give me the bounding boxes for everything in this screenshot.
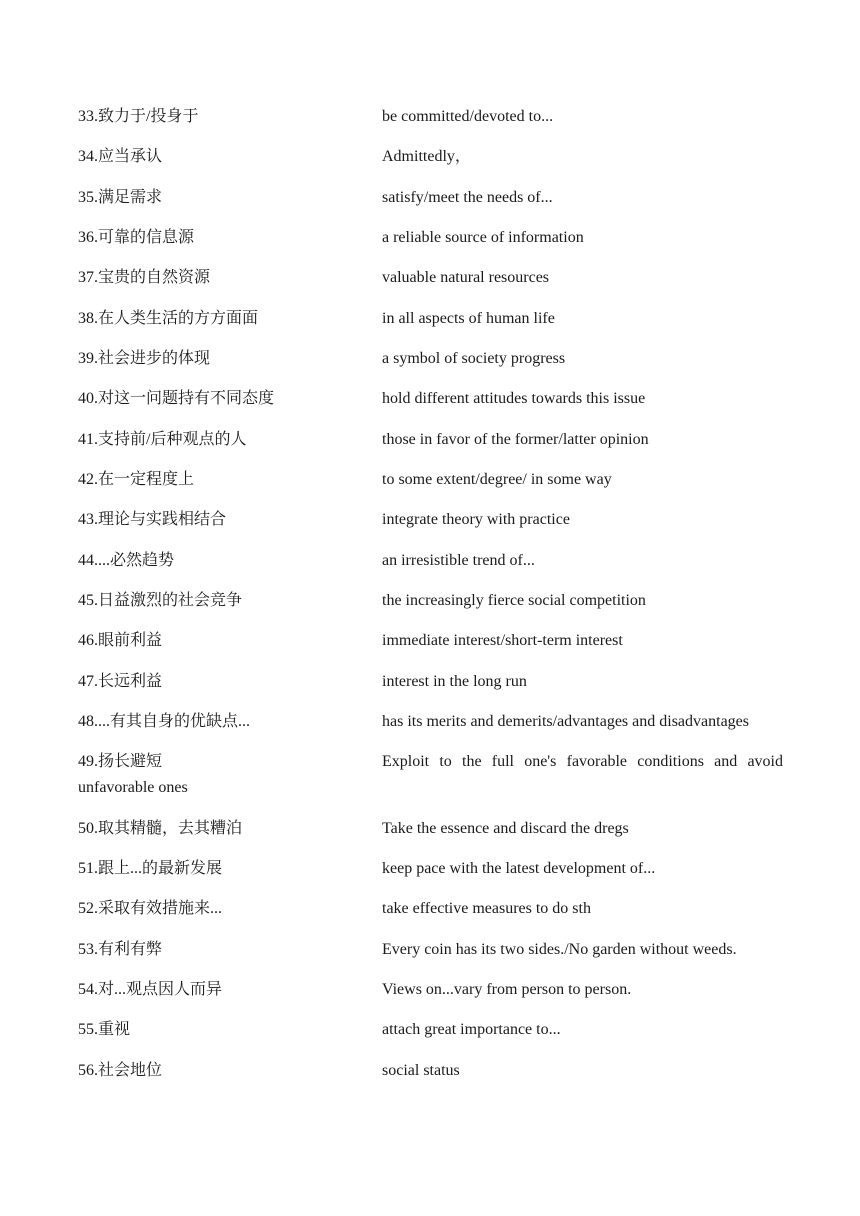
english-translation: the increasingly fierce social competition bbox=[382, 591, 646, 609]
phrase-entry-42 bbox=[78, 469, 783, 509]
english-translation: hold different attitudes towards this issue bbox=[382, 390, 646, 408]
chinese-phrase: 42.在一定程度上 bbox=[78, 470, 195, 488]
chinese-phrase: 55.重视 bbox=[78, 1021, 131, 1039]
english-translation: a symbol of society progress bbox=[382, 349, 566, 367]
chinese-phrase: 44....必然趋势 bbox=[78, 551, 175, 569]
phrase-entry-55 bbox=[78, 1019, 783, 1059]
chinese-phrase: 35.满足需求 bbox=[78, 188, 163, 206]
english-translation: take effective measures to do sth bbox=[382, 900, 591, 918]
english-translation: in all aspects of human life bbox=[382, 309, 555, 327]
english-translation: attach great importance to... bbox=[382, 1021, 561, 1039]
english-translation: keep pace with the latest development of... bbox=[382, 859, 656, 877]
phrase-entry-46 bbox=[78, 630, 783, 670]
chinese-phrase: 50.取其精髓，去其糟泊 bbox=[78, 819, 243, 837]
chinese-phrase: 46.眼前利益 bbox=[78, 632, 163, 650]
chinese-phrase: 54.对...观点因人而异 bbox=[78, 980, 223, 998]
english-translation-continuation: unfavorable ones bbox=[78, 779, 188, 797]
english-translation: a reliable source of information bbox=[382, 228, 584, 246]
phrase-entry-52 bbox=[78, 898, 783, 938]
chinese-phrase: 52.采取有效措施来... bbox=[78, 900, 223, 918]
english-translation: Views on...vary from person to person. bbox=[382, 980, 632, 998]
phrase-entry-33 bbox=[78, 106, 783, 146]
chinese-phrase: 37.宝贵的自然资源 bbox=[78, 269, 211, 287]
phrase-entry-48 bbox=[78, 711, 783, 751]
chinese-phrase: 53.有利有弊 bbox=[78, 940, 163, 958]
chinese-phrase: 38.在人类生活的方方面面 bbox=[78, 309, 259, 327]
english-translation: has its merits and demerits/advantages and disadvantages bbox=[382, 712, 750, 730]
chinese-phrase: 36.可靠的信息源 bbox=[78, 228, 195, 246]
phrase-entry-53 bbox=[78, 939, 783, 979]
phrase-entry-35 bbox=[78, 187, 783, 227]
english-translation: Take the essence and discard the dregs bbox=[382, 819, 629, 837]
chinese-phrase: 41.支持前/后种观点的人 bbox=[78, 430, 247, 448]
english-translation: integrate theory with practice bbox=[382, 511, 570, 529]
phrase-entry-43 bbox=[78, 509, 783, 549]
phrase-list bbox=[78, 106, 783, 1100]
phrase-entry-38 bbox=[78, 308, 783, 348]
chinese-phrase: 43.理论与实践相结合 bbox=[78, 511, 227, 529]
phrase-entry-34 bbox=[78, 146, 783, 186]
english-translation: social status bbox=[382, 1061, 460, 1079]
chinese-phrase: 49.扬长避短 bbox=[78, 753, 163, 771]
phrase-entry-36 bbox=[78, 227, 783, 267]
english-translation: Exploit to the full one's favorable conditions and avoid bbox=[382, 753, 783, 771]
english-translation: valuable natural resources bbox=[382, 269, 550, 287]
phrase-entry-54 bbox=[78, 979, 783, 1019]
chinese-phrase: 34.应当承认 bbox=[78, 148, 163, 166]
english-translation: be committed/devoted to... bbox=[382, 108, 554, 125]
chinese-phrase: 45.日益激烈的社会竞争 bbox=[78, 591, 243, 609]
english-translation: Admittedly， bbox=[382, 148, 471, 166]
phrase-entry-44 bbox=[78, 550, 783, 590]
phrase-entry-45 bbox=[78, 590, 783, 630]
phrase-entry-37 bbox=[78, 267, 783, 307]
chinese-phrase: 40.对这一问题持有不同态度 bbox=[78, 390, 275, 408]
chinese-phrase: 51.跟上...的最新发展 bbox=[78, 859, 223, 877]
english-translation: interest in the long run bbox=[382, 672, 527, 690]
chinese-phrase: 56.社会地位 bbox=[78, 1061, 163, 1079]
chinese-phrase: 48....有其自身的优缺点... bbox=[78, 712, 251, 730]
phrase-entry-51 bbox=[78, 858, 783, 898]
english-translation: an irresistible trend of... bbox=[382, 551, 535, 569]
phrase-entry-56 bbox=[78, 1060, 783, 1100]
english-translation: to some extent/degree/ in some way bbox=[382, 470, 612, 488]
phrase-entry-41 bbox=[78, 429, 783, 469]
phrase-entry-49 bbox=[78, 751, 783, 817]
phrase-entry-47 bbox=[78, 671, 783, 711]
phrase-entry-40 bbox=[78, 388, 783, 428]
english-translation: satisfy/meet the needs of... bbox=[382, 188, 553, 206]
chinese-phrase: 33.致力于/投身于 bbox=[78, 108, 199, 125]
english-translation: Every coin has its two sides./No garden without weeds. bbox=[382, 940, 737, 958]
phrase-entry-50 bbox=[78, 818, 783, 858]
chinese-phrase: 39.社会进步的体现 bbox=[78, 349, 211, 367]
phrase-entry-39 bbox=[78, 348, 783, 388]
english-translation: immediate interest/short-term interest bbox=[382, 632, 623, 650]
chinese-phrase: 47.长远利益 bbox=[78, 672, 163, 690]
english-translation: those in favor of the former/latter opinion bbox=[382, 430, 649, 448]
